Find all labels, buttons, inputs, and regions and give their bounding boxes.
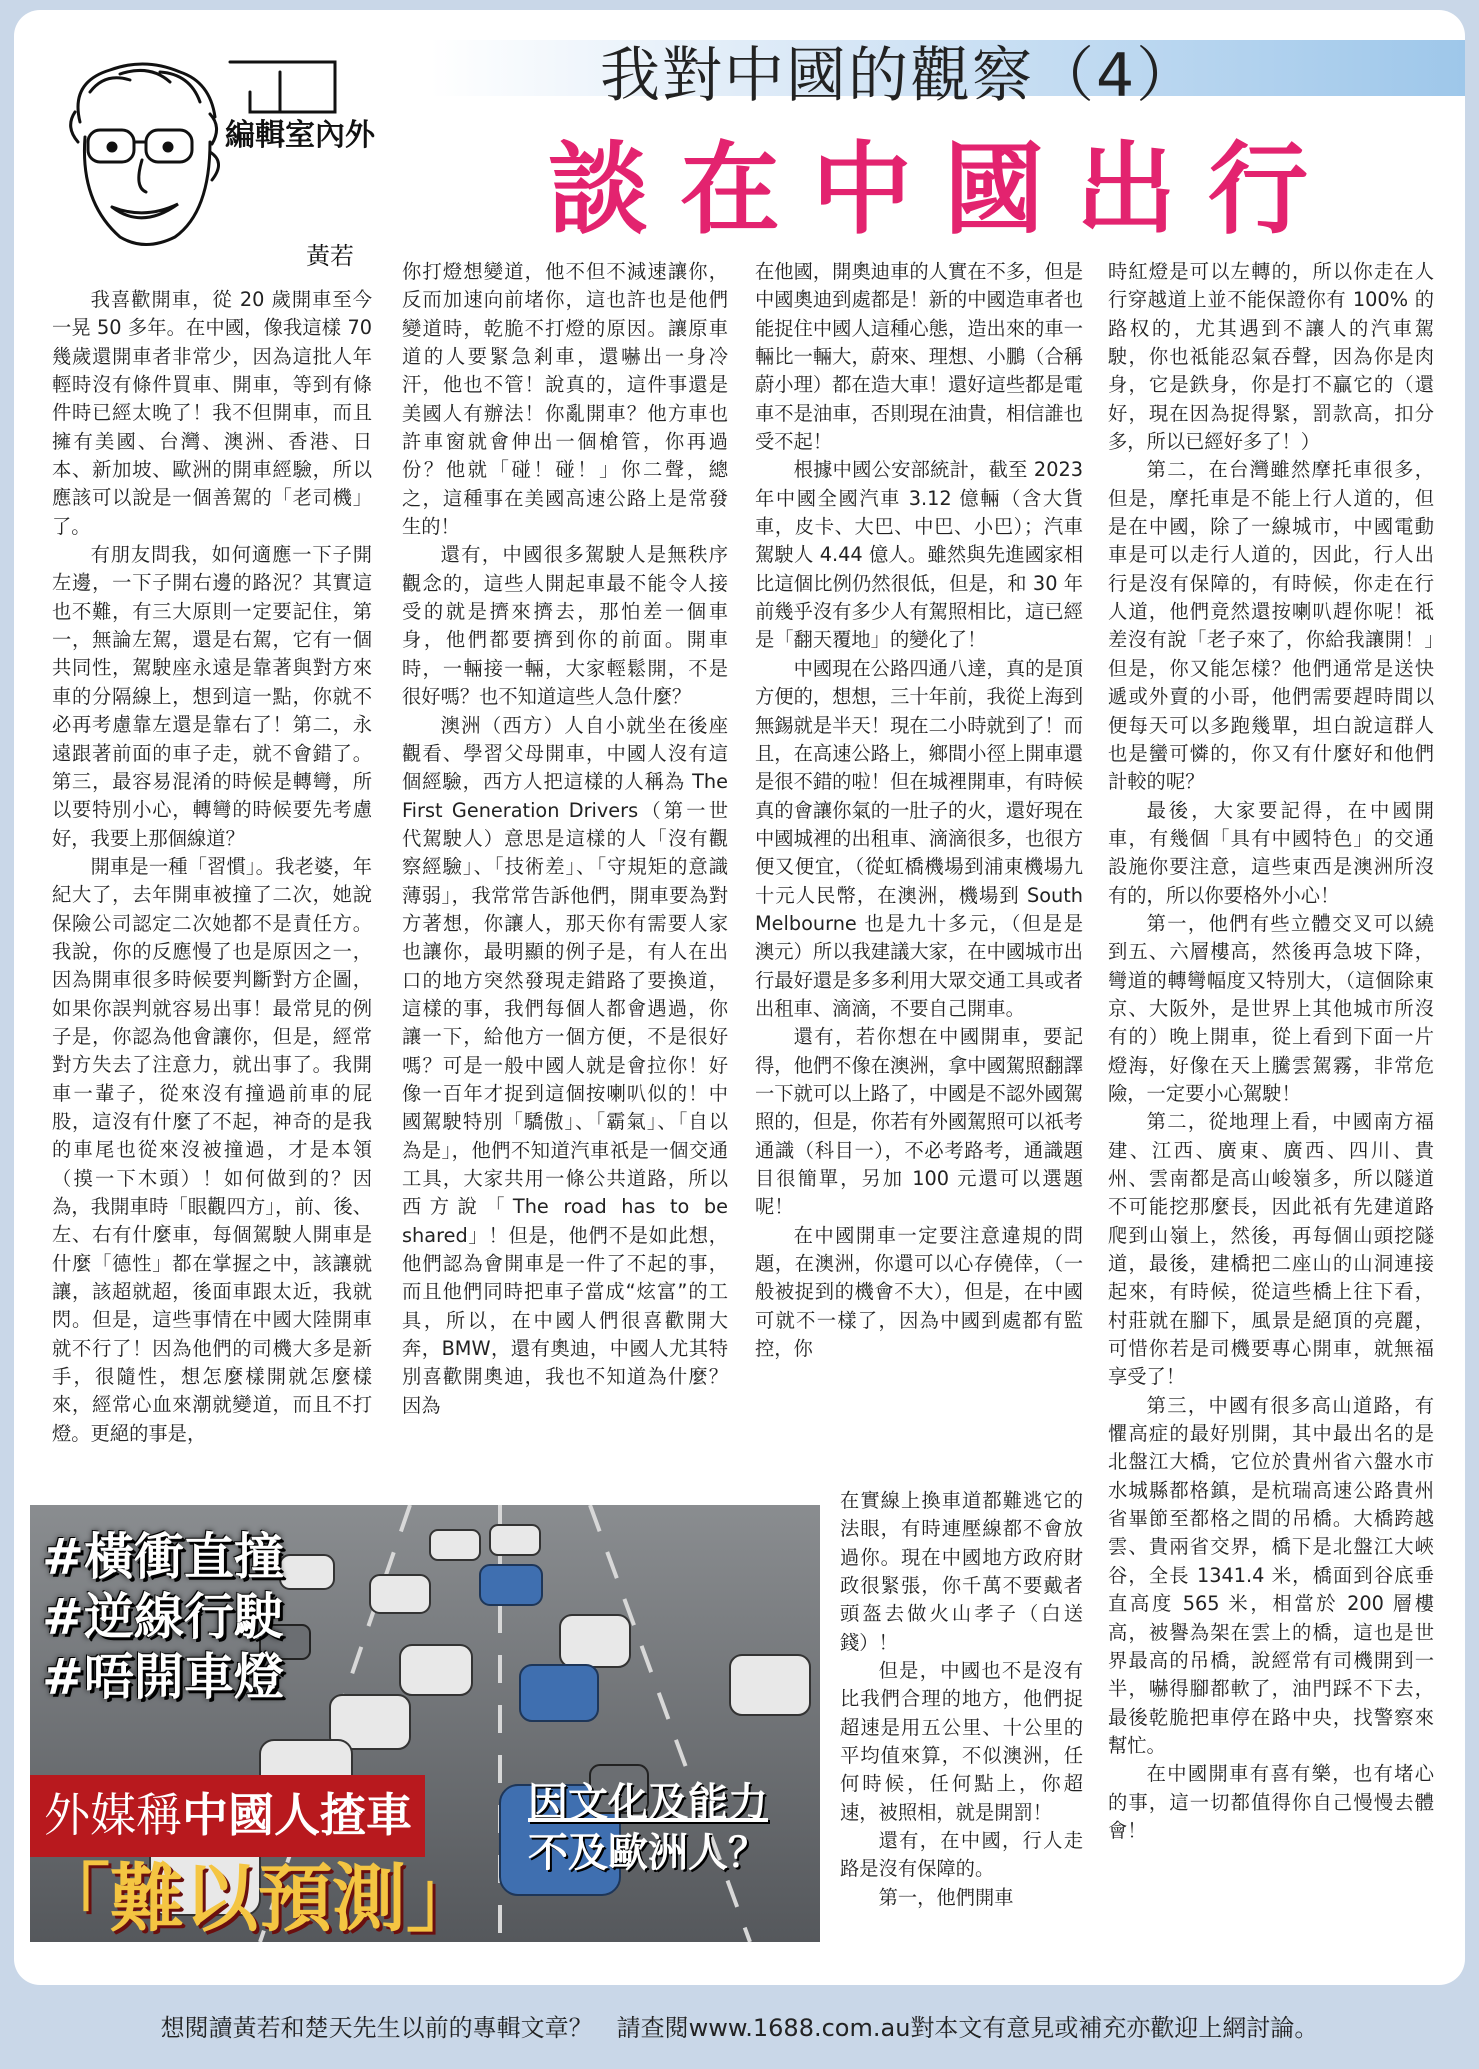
banner-headline — [44, 1779, 412, 1845]
paragraph: 但是，中國也不是沒有比我們合理的地方，他們捉超速是用五公里、十公里的平均值來算，不似澳洲，任何時候，任何點上，你超速，被照相，就是開罰！ — [840, 1659, 1083, 1824]
question-line-2: 不及歐洲人？ — [528, 1830, 768, 1876]
paragraph: 還有，中國很多駕駛人是無秩序觀念的，這些人開起車最不能令人接受的就是擠來擠去，那怕差一個車身，他們都要擠到你的前面。開車時，一輛接一輛，大家輕鬆開，不是很好嗎？也不知道這些人急什麼？ — [402, 543, 728, 709]
paragraph: 在中國開車一定要注意違規的問題，在澳洲，你還可以心存僥倖，（一般被捉到的機會不大），但是，在中國可就不一樣了，因為中國到處都有監控，你 — [755, 1223, 1083, 1361]
paragraph: 你打燈想變道，他不但不減速讓你，反而加速向前堵你，這也許也是他們變道時，乾脆不打燈的原因。讓原車道的人要緊急剎車，還嚇出一身冷汗，他也不管！說真的，這件事還是美國人有辦法！你亂開車？他方車也許車窗就會伸出一個槍管，你再過份？他就「碰！碰！」你二聲，總之，這種事在美國高速公路上是常發生的！ — [402, 260, 728, 539]
hashtag-label: #逆線行駛 — [42, 1588, 284, 1646]
paragraph: 第一，他們開車 — [878, 1885, 1014, 1909]
paragraph: 有朋友問我，如何適應一下子開左邊，一下子開右邊的路況？其實這也不難，有三大原則一定要記住，第一，無論左駕，還是右駕，它有一個共同性，駕駛座永遠是靠著與對方來車的分隔線上，想到這一點，你就不必再考慮靠左還是靠右了！第二，永遠跟著前面的車子走，就不會錯了。第三，最容易混淆的時候是轉彎，所以要特別小心，轉彎的時候要先考慮好，我要上那個線道？ — [52, 543, 372, 850]
paragraph: 在實線上換車道都難逃它的法眼，有時連壓線都不會放過你。現在中國地方政府財政很緊張，你千萬不要戴者頭盔去做火山孝子（白送錢）！ — [840, 1489, 1083, 1654]
text-column-4 — [1108, 258, 1434, 1958]
question-caption — [528, 1778, 768, 1878]
paragraph: 我喜歡開車，從 20 歲開車至今一晃 50 多年。在中國，像我這樣 70 幾歲還開車者非常少，因為這批人年輕時沒有條件買車、開車，等到有條件時已經太晚了！我不但開車，而且擁有美國、台灣、澳洲、香港、日本、新加坡、歐洲的開車經驗，所以應該可以說是一個善駕的「老司機」了。 — [52, 288, 372, 538]
text-column-3-continued — [840, 1487, 1083, 1957]
footer-note: 想閱讀黃若和楚天先生以前的專輯文章？ 請查閱www.1688.com.au對本文有意見或補充亦歡迎上網討論。 — [160, 2014, 1319, 2042]
hashtag-label: #橫衝直撞 — [42, 1528, 284, 1586]
paragraph: 澳洲（西方）人自小就坐在後座觀看、學習父母開車，中國人沒有這個經驗，西方人把這樣的人稱為 The First Generation Drivers（第一世代駕駛人）意思是這樣的人「沒有觀察經驗」、「技術差」、「守規矩的意識薄弱」，我常常告訴他們，開車要為對方著想，你讓人，那天你有需要人家也讓你，最明顯的例子是，有人在出口的地方突然發現走錯路了要換道，這樣的事，我們每個人都會遇過，你讓一下，給他方一個方便，不是很好嗎？可是一般中國人就是會拉你！好像一百年才捉到這個按喇叭似的！中國駕駛特別「驕傲」、「霸氣」、「自以為是」，他們不知道汽車祇是一個交通工具，大家共用一條公共道路，所以西方說「The road has to be shared」！但是，他們不是如此想，他們認為會開車是一件了不起的事，而且他們同時把車子當成“炫富”的工具，所以，在中國人們很喜歡開大奔，BMW，還有奧迪，中國人尤其特別喜歡開奧迪，我也不知道為什麼？因為 — [402, 713, 728, 1417]
text-column-1 — [52, 286, 372, 1486]
paragraph: 還有，在中國，行人走路是沒有保障的。 — [840, 1829, 1083, 1881]
paragraph: 時紅燈是可以左轉的，所以你走在人行穿越道上並不能保證你有 100% 的路权的，尤其遇到不讓人的汽車駕駛，你也祗能忍氣吞聲，因為你是肉身，它是鉄身，你是打不贏它的（還好，現在因為捉得緊，罰款高，扣分多，所以已經好多了！） — [1108, 260, 1434, 454]
big-quote: 「難以預測」 — [36, 1856, 480, 1942]
paragraph: 在中國開車有喜有樂，也有堵心的事，這一切都值得你自己慢慢去體會！ — [1108, 1762, 1434, 1842]
paragraph: 第一，他們有些立體交叉可以繞到五、六層樓高，然後再急坡下降，彎道的轉彎幅度又特別大，（這個除東京、大阪外，是世界上其他城市所沒有的）晚上開車，從上看到下面一片燈海，好像在天上騰雲駕霧，非常危險，一定要小心駕駛！ — [1108, 911, 1434, 1105]
hashtag-label: #唔開車燈 — [42, 1648, 284, 1706]
banner-prefix: 外媒稱 — [44, 1788, 182, 1842]
paragraph: 第二，在台灣雖然摩托車很多，但是，摩托車是不能上行人道的，但是在中國，除了一線城市，中國電動車是可以走行人道的，因此，行人出行是沒有保障的，有時候，你走在行人道，他們竟然還按喇叭趕你呢！祗差沒有說「老子來了，你給我讓開！」但是，你又能怎樣？他們通常是送快遞或外賣的小哥，他們需要趕時間以便每天可以多跑幾單，坦白說這群人也是蠻可憐的，你又有什麼好和他們計較的呢？ — [1108, 458, 1434, 794]
text-column-3 — [755, 258, 1083, 1498]
paragraph: 在他國，開奧迪車的人實在不多，但是中國奧迪到處都是！新的中國造車者也能捉住中國人這種心態，造出來的車一輛比一輛大，蔚來、理想、小鵬（合稱蔚小理）都在造大車！還好這些都是電車不是油車，否則現在油貴，相信誰也受不起！ — [755, 260, 1083, 454]
text-column-2 — [402, 258, 728, 1488]
column-name: 編輯室內外 — [225, 118, 375, 153]
banner-main: 中國人揸車 — [182, 1788, 412, 1842]
paragraph: 還有，若你想在中國開車，要記得，他們不像在澳洲，拿中國駕照翻譯一下就可以上路了，中國是不認外國駕照的，但是，你若有外國駕照可以祇考通識（科目一），不必考路考，通識題目很簡單，另加 100 元還可以選題呢！ — [755, 1025, 1083, 1219]
series-title: 我對中國的觀察（4） — [600, 41, 1199, 111]
paragraph: 第二，從地理上看，中國南方福建、江西、廣東、廣西、四川、貴州、雲南都是高山峻嶺多，所以隧道不可能挖那麼長，因此祇有先建道路爬到山嶺上，然後，再每個山頭挖隧道，最後，建橋把二座山的山洞連接起來，有時候，從這些橋上往下看，村莊就在腳下，風景是絕頂的亮麗，可惜你若是司機要專心開車，就無福享受了！ — [1108, 1110, 1434, 1389]
paragraph: 最後，大家要記得，在中國開車，有幾個「具有中國特色」的交通設施你要注意，這些東西是澳洲所沒有的，所以你要格外小心！ — [1108, 798, 1434, 907]
question-line-1: 因文化及能力 — [528, 1780, 768, 1826]
paragraph: 根據中國公安部統計，截至 2023 年中國全國汽車 3.12 億輛（含大貨車，皮卡、大巴、中巴、小巴）；汽車駕駛人 4.44 億人。雖然與先進國家相比這個比例仍然很低，但是，和 30 年前幾乎沒有多少人有駕照相比，這已經是「翻天覆地」的變化了！ — [755, 458, 1083, 652]
main-title: 談在中國出行 — [548, 131, 1340, 248]
paragraph: 開車是一種「習慣」。我老婆，年紀大了，去年開車被撞了二次，她說保險公司認定二次她都不是責任方。我說，你的反應慢了也是原因之一，因為開車很多時候要判斷對方企圖，如果你誤判就容易出事！最常見的例子是，你認為他會讓你，但是，經常對方失去了注意力，就出事了。我開車一輩子，從來沒有撞過前車的屁股，這沒有什麼了不起，神奇的是我的車尾也從來沒被撞過，才是本領（摸一下木頭）！如何做到的？因為，我開車時「眼觀四方」，前、後、左、右有什麼車，每個駕駛人開車是什麼「德性」都在掌握之中，該讓就讓，該超就超，後面車跟太近，我就閃。但是，這些事情在中國大陸開車就不行了！因為他們的司機大多是新手，很隨性，想怎麼樣開就怎麼樣來，經常心血來潮就變道，而且不打燈。更絕的事是， — [52, 854, 372, 1445]
author-name: 黃若 — [306, 242, 354, 270]
paragraph: 第三，中國有很多高山道路，有懼高症的最好別開，其中最出名的是北盤江大橋，它位於貴州省六盤水市水城縣都格鎮，是杭瑞高速公路貴州省畢節至都格之間的吊橋。大橋跨越雲、貴兩省交界，橋下是北盤江大峽谷，全長 1341.4 米，橋面到谷底垂直高度 565 米，相當於 200 層樓高，被譽為架在雲上的橋，這也是世界最高的吊橋，說經常有司機開到一半，嚇得腳都軟了，油門踩不下去，最後乾脆把車停在路中央，找警察來幫忙。 — [1108, 1393, 1434, 1757]
paragraph: 中國現在公路四通八達，真的是頂方便的，想想，三十年前，我從上海到無錫就是半天！現在二小時就到了！而且，在高速公路上，鄉間小徑上開車還是很不錯的啦！但在城裡開車，有時候真的會讓你氣的一肚子的火，還好現在中國城裡的出租車、滴滴很多，也很方便又便宜，（從虹橋機場到浦東機場九十元人民幣，在澳洲，機場到 South Melbourne 也是九十多元，（但是是澳元）所以我建議大家，在中國城市出行最好還是多多利用大眾交通工具或者出租車、滴滴，不要自己開車。 — [755, 656, 1083, 1020]
